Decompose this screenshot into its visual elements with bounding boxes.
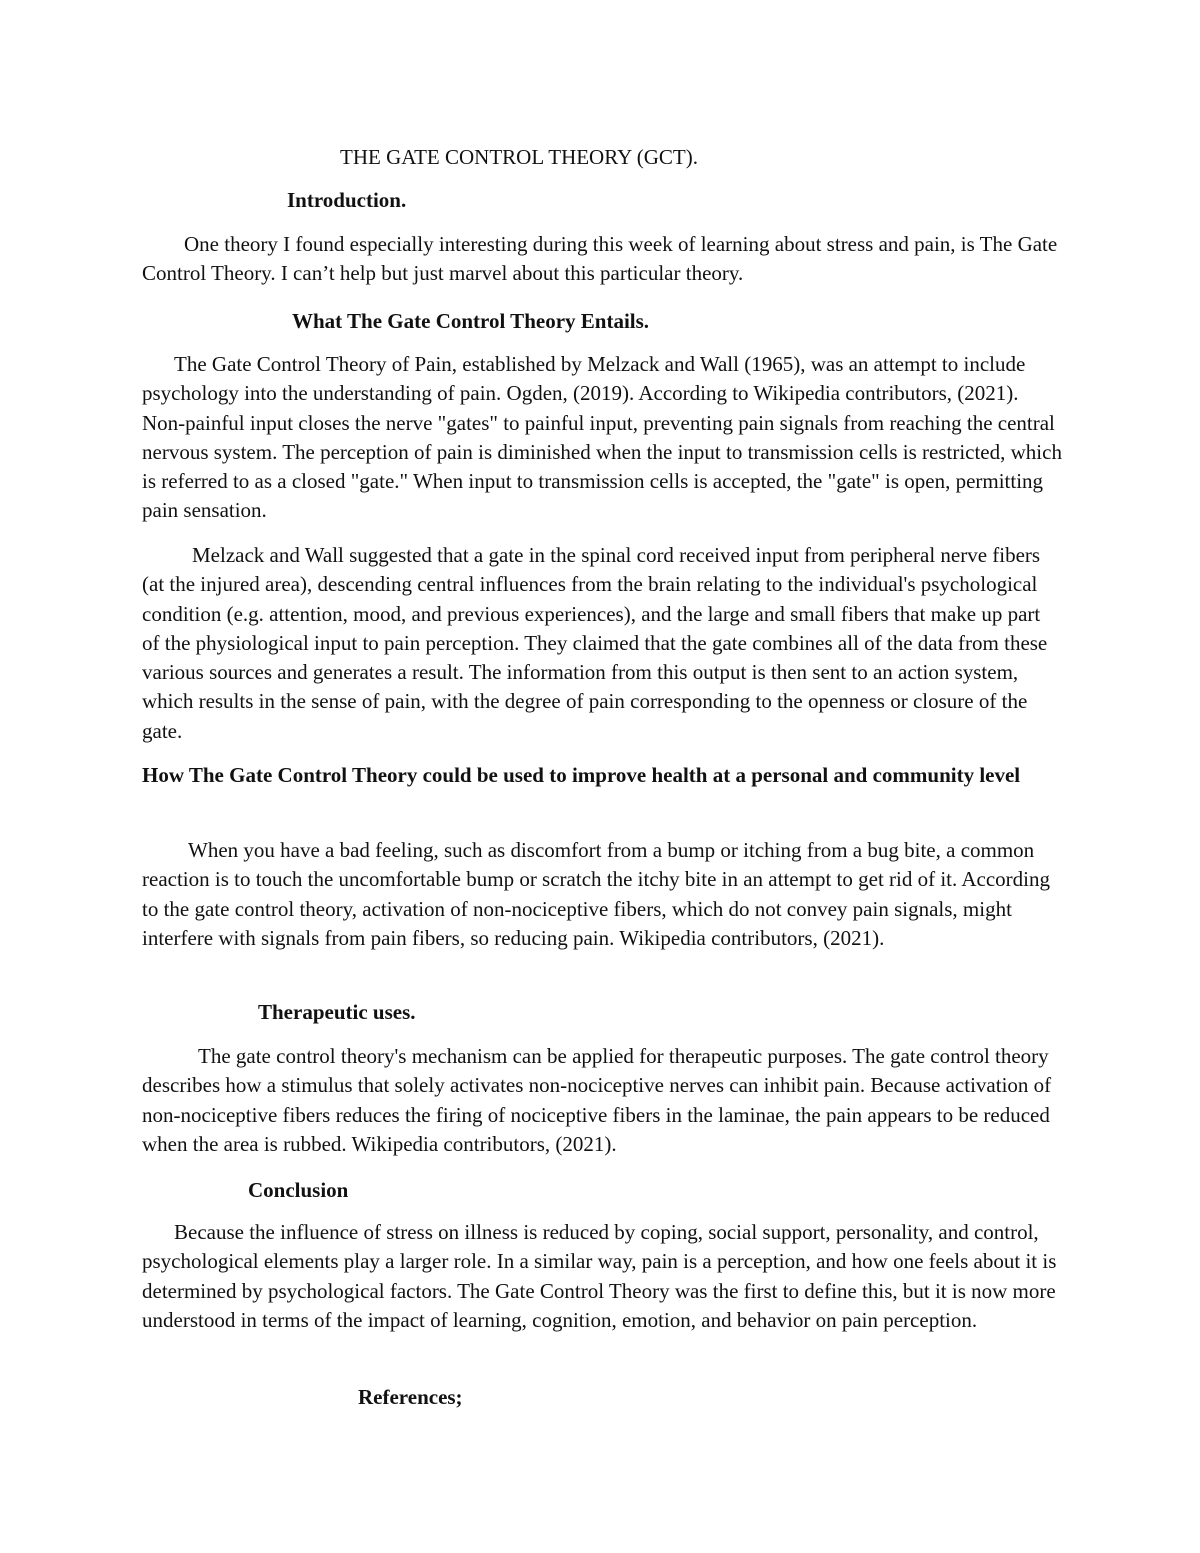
conclusion-heading: Conclusion bbox=[248, 1178, 349, 1202]
health-heading: How The Gate Control Theory could be used to improve health at a personal and community level bbox=[142, 763, 1021, 787]
entails-heading: What The Gate Control Theory Entails. bbox=[292, 309, 650, 333]
therapeutic-heading: Therapeutic uses. bbox=[258, 1000, 416, 1024]
references-heading: References; bbox=[358, 1385, 463, 1409]
entails-paragraph-1: The Gate Control Theory of Pain, established by Melzack and Wall (1965), was an attempt to include psychology into the understanding of pain. Ogden, (2019). According to Wikipedia contributors, (2021). Non-painful input closes the nerve "gates" to painful input, preventing pain signals from reaching the central nervous system. The perception of pain is diminished when the input to transmission cells is restricted, which is referred to as a closed "gate." When input to transmission cells is accepted, the "gate" is open, permitting pain sensation. bbox=[142, 352, 1062, 523]
introduction-paragraph: One theory I found especially interesting during this week of learning about stress and pain, is The Gate Control Theory. I can’t help but just marvel about this particular theory. bbox=[142, 232, 1058, 286]
document-title: THE GATE CONTROL THEORY (GCT). bbox=[340, 145, 698, 169]
conclusion-paragraph: Because the influence of stress on illness is reduced by coping, social support, personality, and control, psychological elements play a larger role. In a similar way, pain is a perception, and how one feels about it is determined by psychological factors. The Gate Control Theory was the first to define this, but it is now more understood in terms of the impact of learning, cognition, emotion, and behavior on pain perception. bbox=[142, 1220, 1057, 1332]
entails-paragraph-2: Melzack and Wall suggested that a gate in the spinal cord received input from peripheral nerve fibers (at the injured area), descending central influences from the brain relating to the individual's psychological condition (e.g. attention, mood, and previous experiences), and the large and small fibers that make up part of the physiological input to pain perception. They claimed that the gate combines all of the data from these various sources and generates a result. The information from this output is then sent to an action system, which results in the sense of pain, with the degree of pain corresponding to the openness or closure of the gate. bbox=[142, 543, 1048, 743]
therapeutic-paragraph: The gate control theory's mechanism can be applied for therapeutic purposes. The gate control theory describes how a stimulus that solely activates non-nociceptive nerves can inhibit pain. Because activation of non-nociceptive fibers reduces the firing of nociceptive fibers in the laminae, the pain appears to be reduced when the area is rubbed. Wikipedia contributors, (2021). bbox=[142, 1044, 1052, 1156]
introduction-heading: Introduction. bbox=[287, 188, 407, 212]
health-paragraph: When you have a bad feeling, such as discomfort from a bump or itching from a bug bite, a common reaction is to touch the uncomfortable bump or scratch the itchy bite in an attempt to get rid of it. According to the gate control theory, activation of non-nociceptive fibers, which do not convey pain signals, might interfere with signals from pain fibers, so reducing pain. Wikipedia contributors, (2021). bbox=[142, 838, 1050, 950]
